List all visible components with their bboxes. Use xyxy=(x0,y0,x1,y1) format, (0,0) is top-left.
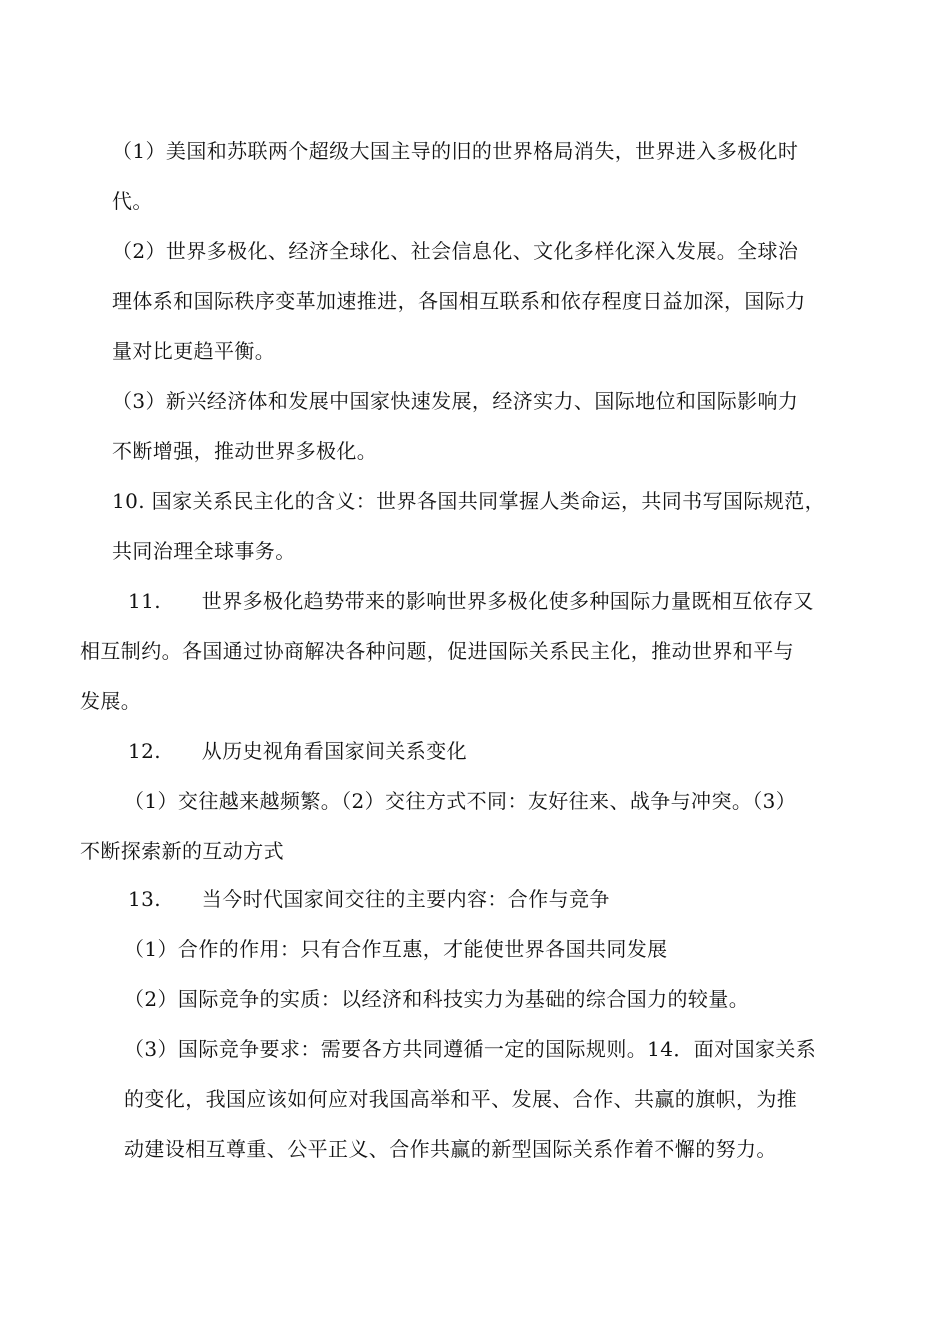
text-line: 不断探索新的互动方式 xyxy=(80,839,284,863)
text-line: 10. 国家关系民主化的含义：世界各国共同掌握人类命运，共同书写国际规范， xyxy=(112,489,825,513)
text-line: 13. 当今时代国家间交往的主要内容：合作与竞争 xyxy=(128,887,610,911)
text-line: 理体系和国际秩序变革加速推进，各国相互联系和依存程度日益加深，国际力 xyxy=(112,289,806,313)
text-line: 不断增强，推动世界多极化。 xyxy=(112,439,378,463)
text-line: 12. 从历史视角看国家间关系变化 xyxy=(128,739,468,763)
text-line: （2）国际竞争的实质：以经济和科技实力为基础的综合国力的较量。 xyxy=(124,987,750,1011)
text-line: 相互制约。各国通过协商解决各种问题，促进国际关系民主化，推动世界和平与 xyxy=(80,639,794,663)
text-line: 量对比更趋平衡。 xyxy=(112,339,276,363)
text-line: 动建设相互尊重、公平正义、合作共赢的新型国际关系作着不懈的努力。 xyxy=(124,1137,777,1161)
text-line: （3）国际竞争要求：需要各方共同遵循一定的国际规则。14．面对国家关系 xyxy=(124,1037,817,1061)
text-line: 共同治理全球事务。 xyxy=(112,539,296,563)
text-line: 代。 xyxy=(112,189,153,213)
text-line: 发展。 xyxy=(80,689,142,713)
text-line: （1）合作的作用：只有合作互惠，才能使世界各国共同发展 xyxy=(124,937,668,961)
text-line: 11. 世界多极化趋势带来的影响世界多极化使多种国际力量既相互依存又 xyxy=(128,589,814,613)
text-line: （3）新兴经济体和发展中国家快速发展，经济实力、国际地位和国际影响力 xyxy=(112,389,799,413)
text-line: （1）美国和苏联两个超级大国主导的旧的世界格局消失，世界进入多极化时 xyxy=(112,139,799,163)
text-line: （1）交往越来越频繁。（2）交往方式不同：友好往来、战争与冲突。（3） xyxy=(124,789,797,813)
text-line: 的变化，我国应该如何应对我国高举和平、发展、合作、共赢的旗帜，为推 xyxy=(124,1087,798,1111)
text-line: （2）世界多极化、经济全球化、社会信息化、文化多样化深入发展。全球治 xyxy=(112,239,799,263)
